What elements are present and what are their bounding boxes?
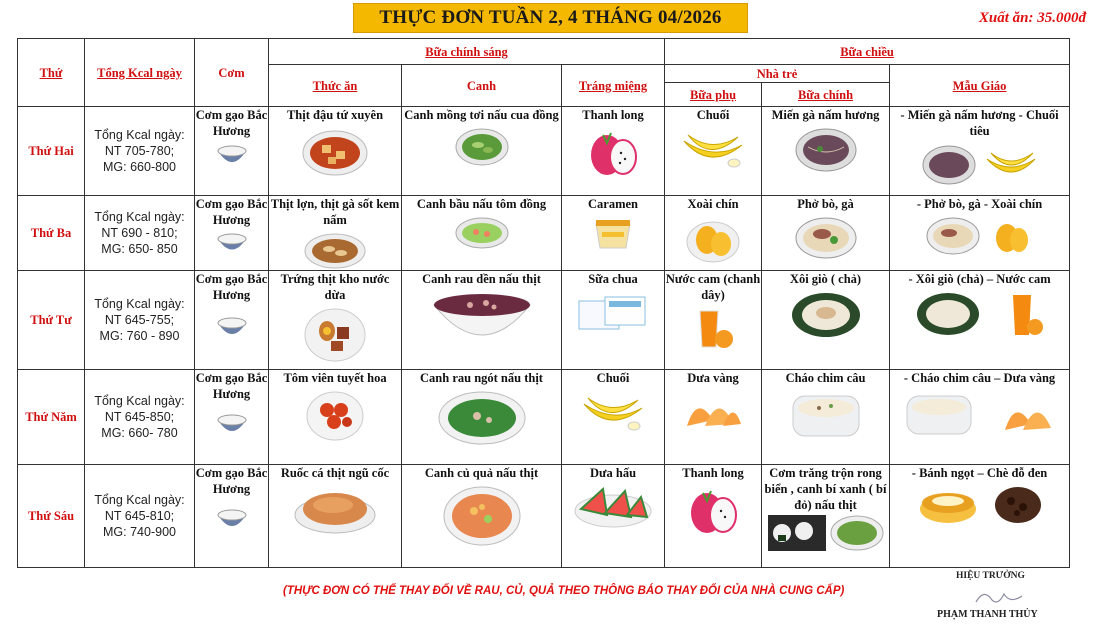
col-header-dessert: Tráng miệng — [562, 65, 665, 107]
yogurt-icon — [562, 291, 664, 333]
soup-bowl-icon — [402, 127, 561, 167]
snack-cell: Chuối — [665, 107, 762, 196]
main-dish-cell: Thịt lợn, thịt gà sốt kem nấm — [269, 196, 402, 271]
dessert-cell: Dưa hấu — [562, 465, 665, 568]
banana-icon — [562, 390, 664, 434]
main-meal-cell: Xôi giò ( chả) — [762, 271, 890, 370]
main-meal-cell: Miến gà nấm hương — [762, 107, 890, 196]
snack-cell: Nước cam (chanh dây) — [665, 271, 762, 370]
kcal-cell: Tổng Kcal ngày: NT 690 - 810; MG: 650- 850 — [85, 196, 195, 271]
footer-note: (THỰC ĐƠN CÓ THỂ THAY ĐỔI VỀ RAU, CỦ, QUẢ THEO THÔNG BÁO THAY ĐỔI CỦA NHÀ CUNG CẤP) — [283, 585, 845, 597]
banana-icon — [665, 127, 761, 171]
shrimp-ball-icon — [269, 390, 401, 442]
main-meal-cell: Phở bò, gà — [762, 196, 890, 271]
watermelon-icon — [562, 485, 664, 529]
dessert-cell: Sữa chua — [562, 271, 665, 370]
table-row — [18, 107, 1070, 196]
col-header-kcal: Tổng Kcal ngày — [85, 39, 195, 107]
meat-dish-icon — [269, 232, 401, 270]
porridge-bowl-icon — [762, 390, 889, 440]
sticky-rice-orange-icons — [890, 291, 1069, 337]
soup-cell: Canh mồng tơi nấu cua đồng — [402, 107, 562, 196]
day-label: Thứ Năm — [18, 370, 85, 465]
col-header-kindergarten: Mẫu Giáo — [890, 65, 1070, 107]
porridge-cantaloupe-icons — [890, 390, 1069, 438]
rice-ball-soup-icons — [762, 515, 889, 551]
soup-cell: Canh rau ngót nấu thịt — [402, 370, 562, 465]
main-dish-cell: Thịt đậu tứ xuyên — [269, 107, 402, 196]
kcal-cell: Tổng Kcal ngày: NT 645-755; MG: 760 - 890 — [85, 271, 195, 370]
day-label: Thứ Tư — [18, 271, 85, 370]
col-header-morning-meal: Bữa chính sáng — [269, 39, 665, 65]
dragon-fruit-icon — [562, 127, 664, 177]
cantaloupe-icon — [665, 390, 761, 430]
table-row — [18, 271, 1070, 370]
col-header-rice: Cơm — [195, 39, 269, 107]
rice-cell: Cơm gạo Bắc Hương — [195, 271, 269, 370]
noodle-bowl-icon — [762, 127, 889, 173]
day-label: Thứ Hai — [18, 107, 85, 196]
soup-cell: Canh bầu nấu tôm đồng — [402, 196, 562, 271]
main-meal-cell: Cháo chim câu — [762, 370, 890, 465]
kindergarten-cell: - Cháo chim câu – Dưa vàng — [890, 370, 1070, 465]
snack-cell: Thanh long — [665, 465, 762, 568]
rice-bowl-icon — [195, 232, 268, 252]
tofu-dish-icon — [269, 127, 401, 177]
rice-cell: Cơm gạo Bắc Hương — [195, 465, 269, 568]
table-row — [18, 370, 1070, 465]
sticky-rice-icon — [762, 291, 889, 339]
menu-title: THỰC ĐƠN TUẦN 2, 4 THÁNG 04/2026 — [353, 3, 748, 33]
main-dish-cell: Ruốc cá thịt ngũ cốc — [269, 465, 402, 568]
rice-cell: Cơm gạo Bắc Hương — [195, 107, 269, 196]
col-header-day: Thứ — [18, 39, 85, 107]
soup-bowl-icon — [402, 291, 561, 351]
snack-cell: Xoài chín — [665, 196, 762, 271]
kindergarten-cell: - Miến gà nấm hương - Chuối tiêu — [890, 107, 1070, 196]
dragon-fruit-icon — [665, 485, 761, 535]
rice-bowl-icon — [195, 507, 268, 529]
orange-juice-icon — [665, 307, 761, 349]
kindergarten-cell: - Phở bò, gà - Xoài chín — [890, 196, 1070, 271]
table-row — [18, 196, 1070, 271]
col-header-nursery: Nhà trẻ — [665, 65, 890, 83]
soup-cell: Canh củ quả nấu thịt — [402, 465, 562, 568]
soup-bowl-icon — [402, 216, 561, 250]
rice-bowl-icon — [195, 315, 268, 337]
soup-bowl-icon — [402, 390, 561, 446]
noodle-banana-icons — [890, 143, 1069, 187]
kindergarten-cell: - Bánh ngọt – Chè đỗ đen — [890, 465, 1070, 568]
pho-bowl-icon — [762, 216, 889, 260]
dessert-cell: Thanh long — [562, 107, 665, 196]
col-header-afternoon-meal: Bữa chiều — [665, 39, 1070, 65]
principal-name: PHẠM THANH THỦY — [937, 609, 1038, 620]
dessert-cell: Chuối — [562, 370, 665, 465]
soup-cell: Canh rau dền nấu thịt — [402, 271, 562, 370]
col-header-main-meal: Bữa chính — [762, 83, 890, 107]
pho-mango-icons — [890, 216, 1069, 256]
kcal-cell: Tổng Kcal ngày: NT 645-810; MG: 740-900 — [85, 465, 195, 568]
col-header-soup: Canh — [402, 65, 562, 107]
day-label: Thứ Ba — [18, 196, 85, 271]
rice-cell: Cơm gạo Bắc Hương — [195, 196, 269, 271]
day-label: Thứ Sáu — [18, 465, 85, 568]
kcal-cell: Tổng Kcal ngày: NT 645-850; MG: 660- 780 — [85, 370, 195, 465]
kindergarten-cell: - Xôi giò (chả) – Nước cam — [890, 271, 1070, 370]
soup-bowl-icon — [402, 485, 561, 547]
main-meal-cell: Cơm trăng trộn rong biển , canh bí xanh ( bí đỏ) nấu thịt — [762, 465, 890, 568]
dessert-cell: Caramen — [562, 196, 665, 271]
fish-floss-icon — [269, 485, 401, 535]
cake-dessert-icons — [890, 485, 1069, 525]
principal-title: HIỆU TRƯỞNG — [956, 571, 1025, 581]
rice-bowl-icon — [195, 143, 268, 165]
caramel-flan-icon — [562, 216, 664, 252]
col-header-snack: Bữa phụ — [665, 83, 762, 107]
signature-icon — [970, 586, 1030, 608]
main-dish-cell: Tôm viên tuyết hoa — [269, 370, 402, 465]
mango-icon — [665, 216, 761, 264]
meal-price: Xuất ăn: 35.000đ — [978, 10, 1086, 26]
rice-bowl-icon — [195, 412, 268, 434]
braised-egg-icon — [269, 307, 401, 363]
kcal-cell: Tổng Kcal ngày: NT 705-780; MG: 660-800 — [85, 107, 195, 196]
rice-cell: Cơm gạo Bắc Hương — [195, 370, 269, 465]
table-row — [18, 465, 1070, 568]
weekly-menu-table — [17, 38, 1070, 568]
main-dish-cell: Trứng thịt kho nước dừa — [269, 271, 402, 370]
snack-cell: Dưa vàng — [665, 370, 762, 465]
col-header-main-dish: Thức ăn — [269, 65, 402, 107]
